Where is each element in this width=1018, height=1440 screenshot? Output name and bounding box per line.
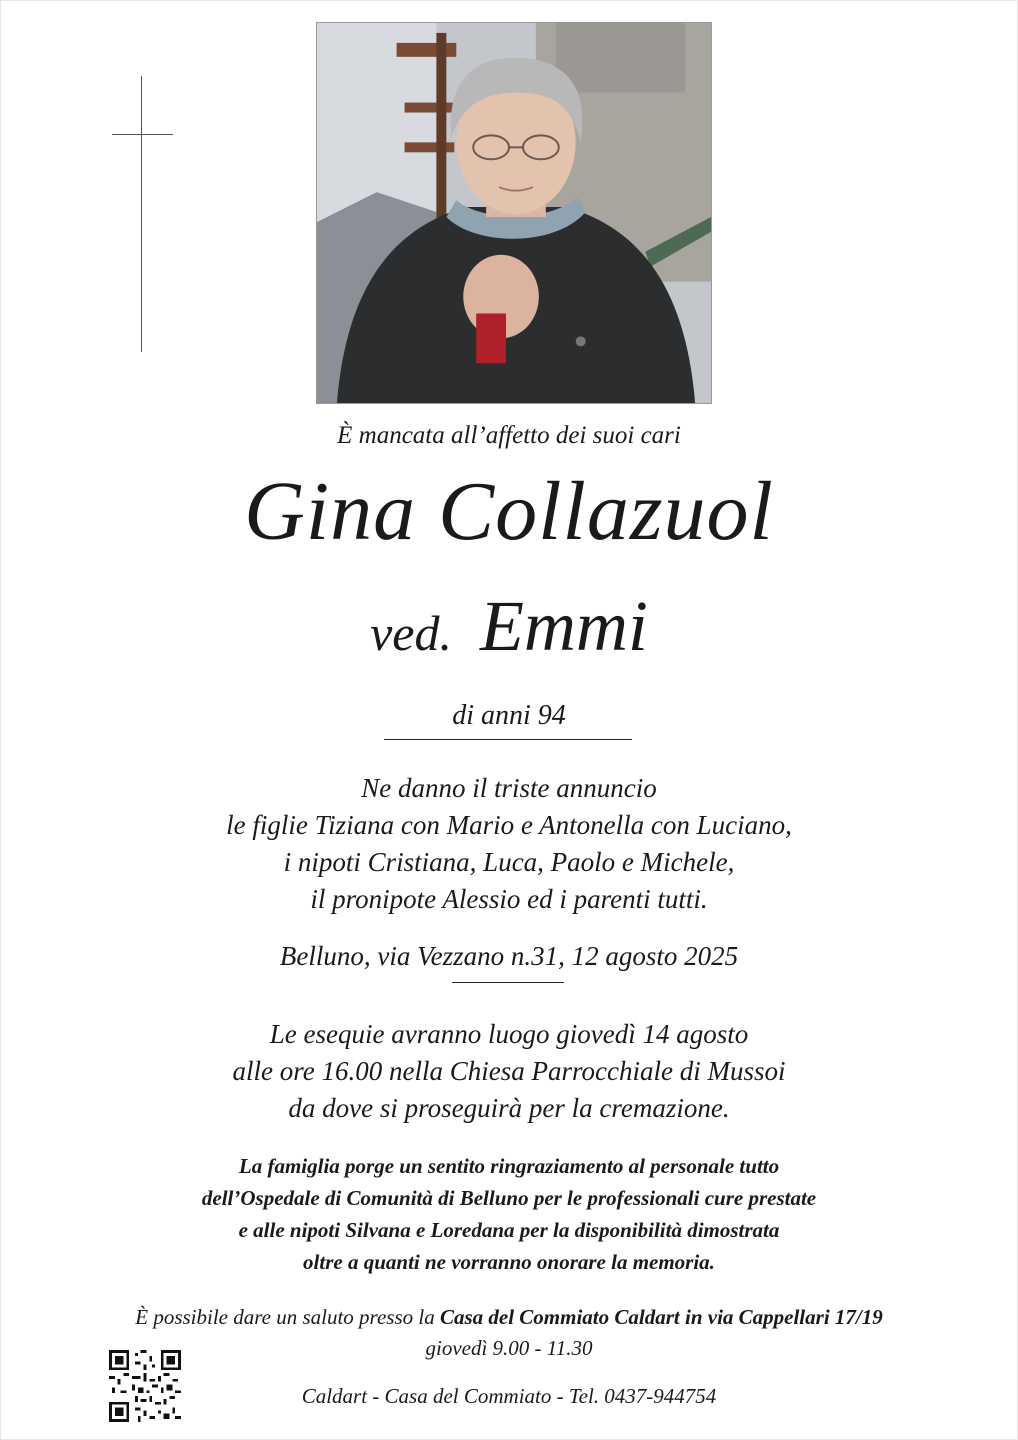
thanks-message	[0, 1150, 1018, 1278]
funeral-line: Le esequie avranno luogo giovedì 14 agosto	[269, 1019, 749, 1049]
visit-prefix: È possibile dare un saluto presso la	[135, 1305, 440, 1329]
announce-line: i nipoti Cristiana, Luca, Paolo e Michele,	[283, 847, 735, 877]
announcement	[0, 770, 1018, 918]
place-date: Belluno, via Vezzano n.31, 12 agosto 2025	[279, 941, 739, 971]
visit-place: Casa del Commiato Caldart in via Cappellari 17/19	[439, 1305, 883, 1329]
announce-line: le figlie Tiziana con Mario e Antonella con Luciano,	[226, 810, 792, 840]
thanks-line: oltre a quanti ne vorranno onorare la memoria.	[303, 1250, 715, 1274]
portrait-photo	[316, 22, 712, 404]
married-name-line	[0, 585, 1018, 668]
ved-label: ved.	[370, 605, 452, 661]
contact-info: Caldart - Casa del Commiato - Tel. 0437-944754	[301, 1384, 717, 1408]
married-name: Emmi	[479, 586, 648, 666]
announce-line: Ne danno il triste annuncio	[361, 773, 657, 803]
funeral-info	[0, 1016, 1018, 1127]
thanks-line: La famiglia porge un sentito ringraziamento al personale tutto	[238, 1154, 780, 1178]
funeral-line: alle ore 16.00 nella Chiesa Parrocchiale di Mussoi	[232, 1056, 786, 1086]
visit-hours: giovedì 9.00 - 11.30	[425, 1336, 593, 1360]
age-underline	[384, 739, 632, 740]
deceased-name: Gina Collazuol	[244, 465, 774, 558]
place-underline	[452, 982, 564, 983]
visit-line	[0, 1302, 1018, 1333]
funeral-line: da dove si proseguirà per la cremazione.	[288, 1093, 730, 1123]
intro-text: È mancata all’affetto dei suoi cari	[337, 422, 681, 449]
thanks-line: dell’Ospedale di Comunità di Belluno per le professionali cure prestate	[201, 1186, 817, 1210]
announce-line: il pronipote Alessio ed i parenti tutti.	[310, 884, 708, 914]
thanks-line: e alle nipoti Silvana e Loredana per la disponibilità dimostrata	[238, 1218, 780, 1242]
qr-code-icon	[109, 1350, 181, 1422]
age-text: di anni 94	[452, 700, 566, 731]
